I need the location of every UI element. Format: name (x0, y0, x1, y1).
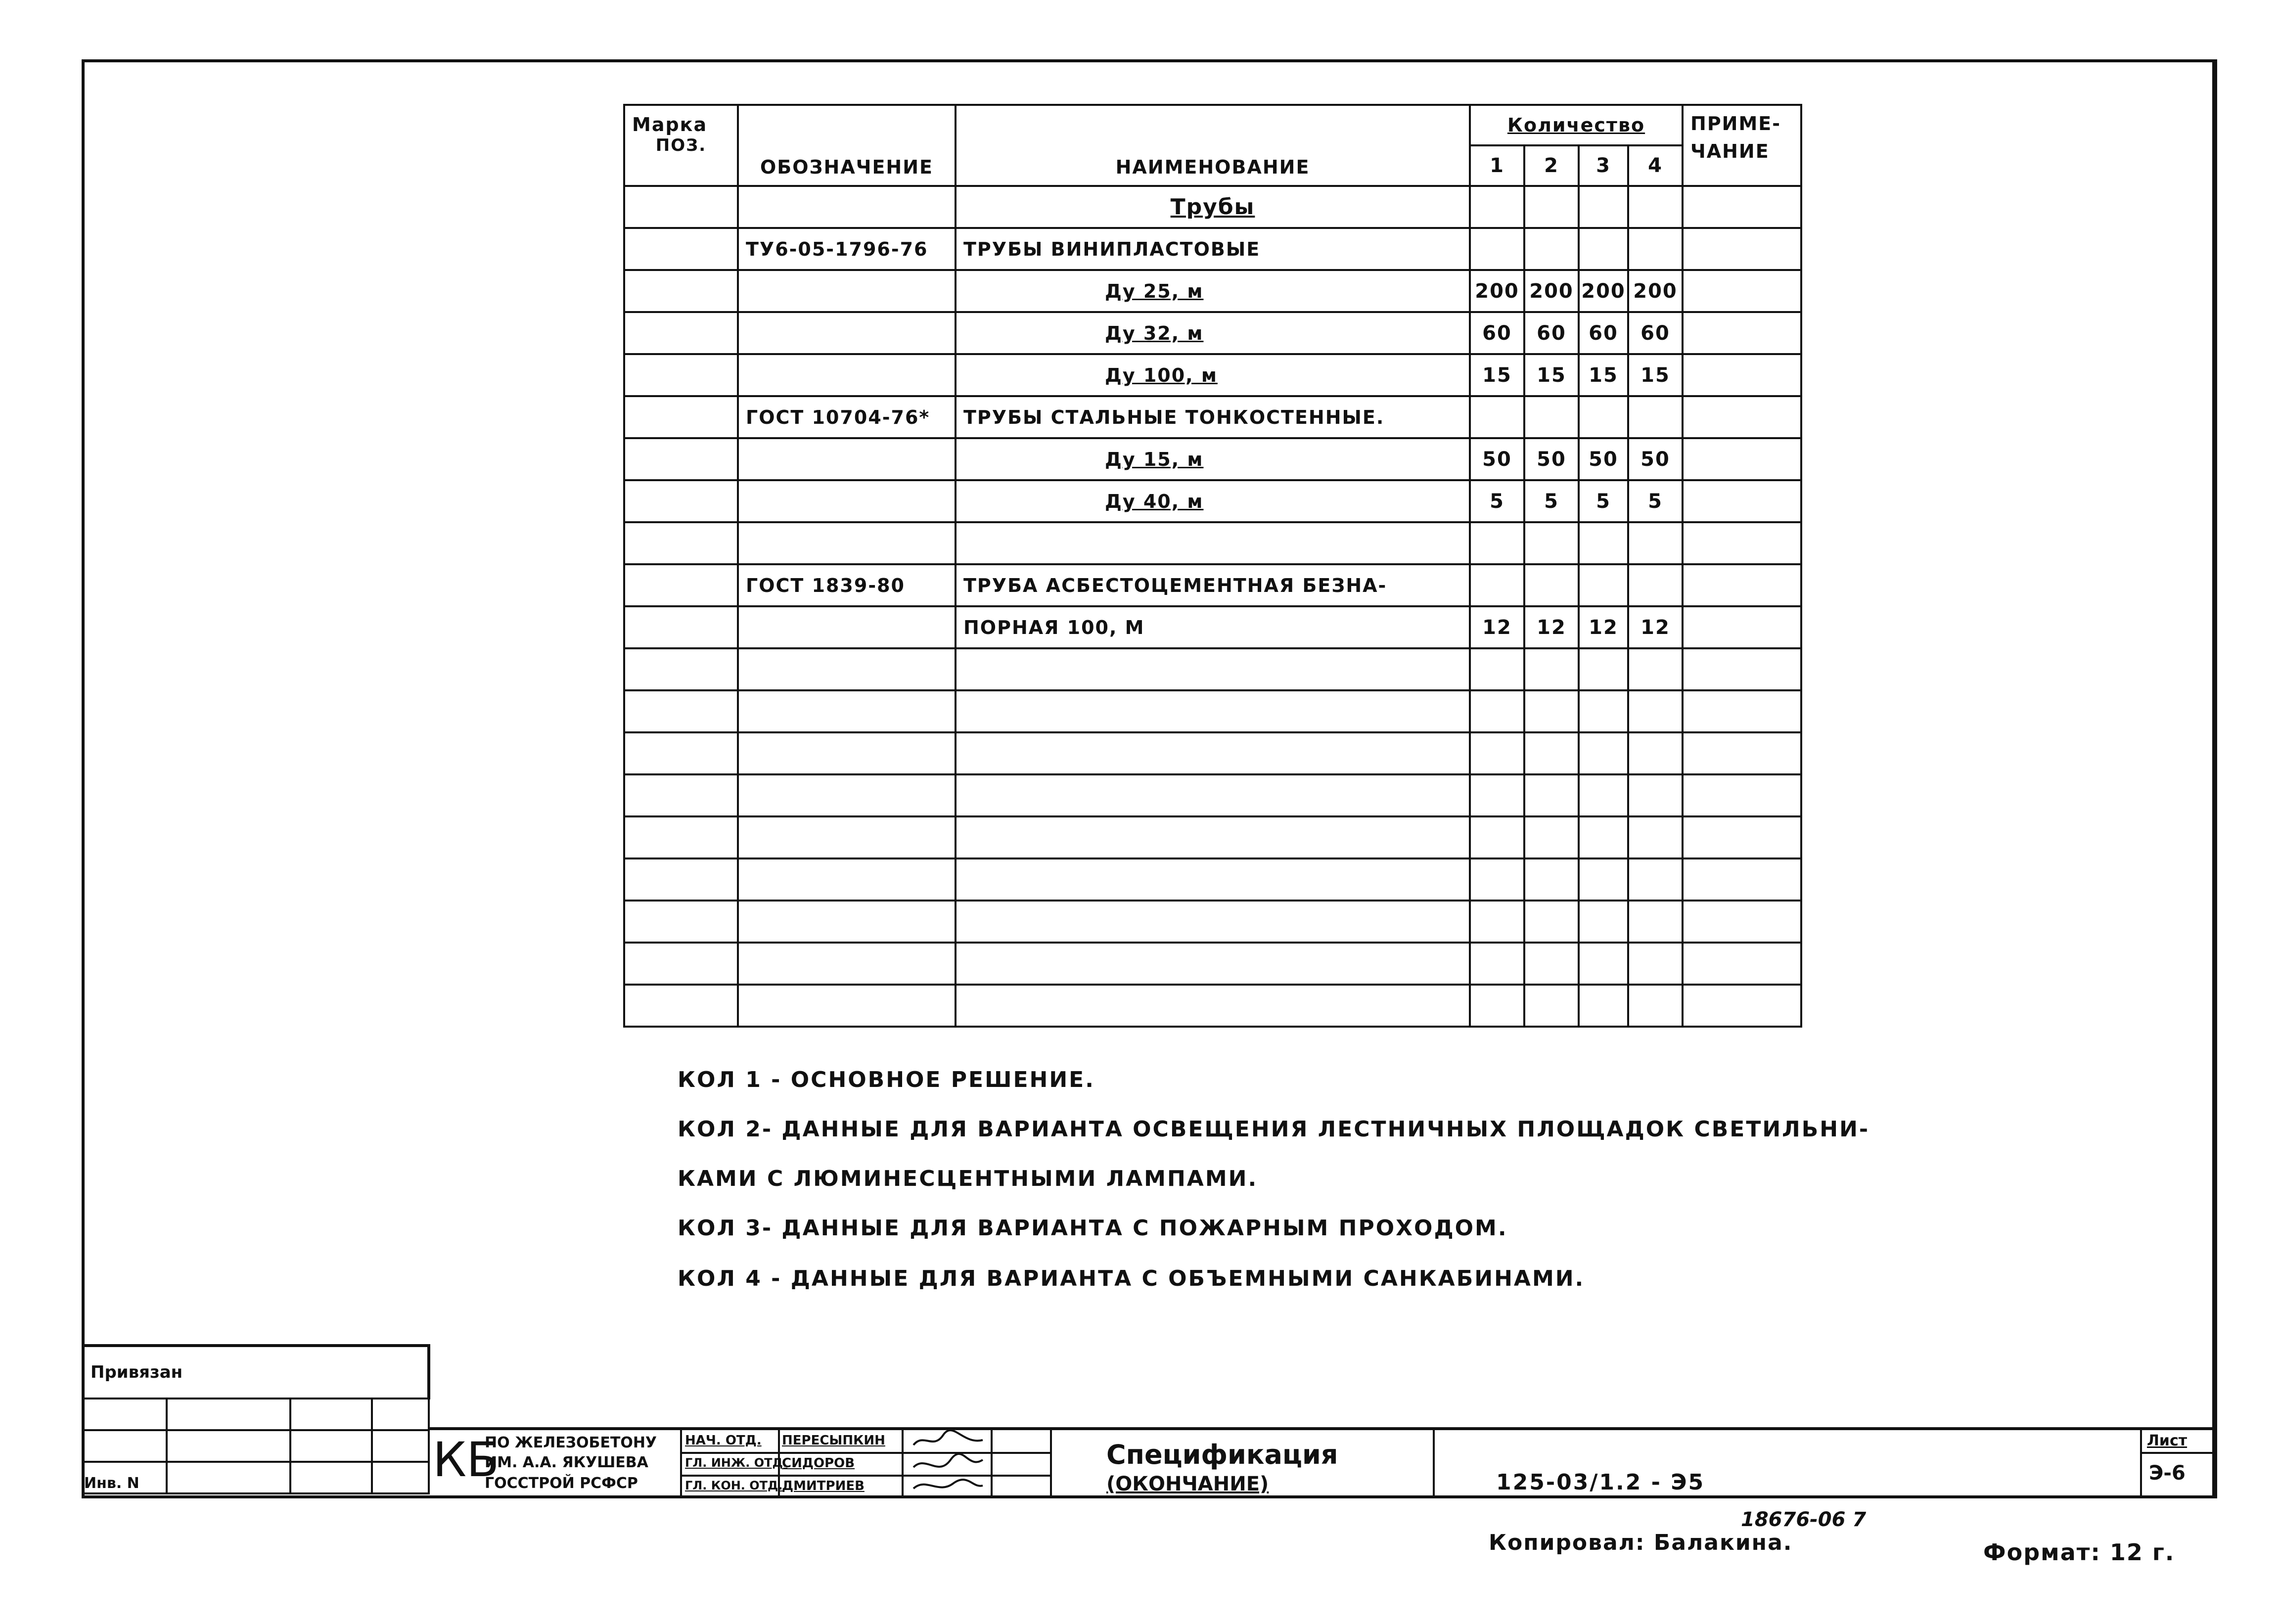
row-mark (624, 606, 738, 648)
row-name (956, 522, 1470, 564)
row-mark (624, 943, 738, 985)
row-qty-3: 60 (1579, 312, 1628, 354)
org-letters: КБ (433, 1432, 500, 1488)
row-qty-4 (1628, 564, 1683, 606)
row-qty-1 (1470, 648, 1524, 690)
row-mark (624, 985, 738, 1027)
row-name: Ду 100, м (956, 354, 1470, 396)
row-mark (624, 648, 738, 690)
col-designation-header: ОБОЗНАЧЕНИЕ (738, 105, 956, 186)
organization-cell (428, 1430, 682, 1498)
sheet-number: Э-6 (2149, 1462, 2186, 1485)
row-qty-4 (1628, 732, 1683, 774)
row-qty-3: 200 (1579, 270, 1628, 312)
row-qty-3 (1579, 774, 1628, 816)
row-qty-1: 15 (1470, 354, 1524, 396)
row-qty-2 (1524, 732, 1579, 774)
row-qty-4 (1628, 228, 1683, 270)
row-qty-2: 200 (1524, 270, 1579, 312)
row-qty-3 (1579, 816, 1628, 858)
row-name (956, 648, 1470, 690)
binding-title (83, 1346, 429, 1398)
row-name: ПОРНАЯ 100, М (956, 606, 1470, 648)
row-name: Ду 40, м (956, 480, 1470, 522)
note-2-cont: КАМИ С ЛЮМИНЕСЦЕНТНЫМИ ЛАМПАМИ. (678, 1166, 1258, 1191)
row-remark (1683, 816, 1801, 858)
role-chief-engineer: ГЛ. ИНЖ. ОТД. (685, 1456, 787, 1470)
row-qty-3 (1579, 690, 1628, 732)
row-designation (738, 438, 956, 480)
row-designation (738, 480, 956, 522)
document-title: Спецификация (1106, 1439, 1338, 1470)
row-mark (624, 774, 738, 816)
row-qty-2 (1524, 564, 1579, 606)
row-remark (1683, 690, 1801, 732)
row-qty-2 (1524, 816, 1579, 858)
row-name (956, 774, 1470, 816)
row-mark (624, 186, 738, 228)
privyazan-label: Привязан (91, 1362, 183, 1382)
row-remark (1683, 522, 1801, 564)
row-qty-2 (1524, 522, 1579, 564)
row-name: Ду 15, м (956, 438, 1470, 480)
spec-row (624, 816, 1801, 858)
qty-col-2-header: 2 (1524, 145, 1579, 186)
row-mark (624, 901, 738, 943)
row-remark (1683, 270, 1801, 312)
row-qty-4 (1628, 186, 1683, 228)
row-qty-4 (1628, 774, 1683, 816)
row-qty-4 (1628, 985, 1683, 1027)
row-name (956, 816, 1470, 858)
document-code: 125-03/1.2 - Э5 (1496, 1470, 1705, 1495)
row-qty-4: 60 (1628, 312, 1683, 354)
row-qty-4 (1628, 396, 1683, 438)
row-name (956, 943, 1470, 985)
row-qty-2 (1524, 690, 1579, 732)
row-qty-3 (1579, 564, 1628, 606)
spec-row (624, 943, 1801, 985)
inventory-label: Инв. N (84, 1475, 139, 1492)
row-qty-4: 12 (1628, 606, 1683, 648)
row-qty-1 (1470, 396, 1524, 438)
header-poz: ПОЗ. (655, 135, 707, 155)
qty-col-1-header: 1 (1470, 145, 1524, 186)
row-designation (738, 522, 956, 564)
row-qty-4: 50 (1628, 438, 1683, 480)
note-4: КОЛ 4 - ДАННЫЕ ДЛЯ ВАРИАНТА С ОБЪЕМНЫМИ САНКАБИНАМИ. (678, 1266, 1585, 1291)
spec-row (624, 564, 1801, 606)
spec-row (624, 774, 1801, 816)
document-title-cell (1050, 1430, 1435, 1498)
row-qty-2: 50 (1524, 438, 1579, 480)
spec-row (624, 690, 1801, 732)
row-designation: ГОСТ 1839-80 (738, 564, 956, 606)
qty-col-3-header: 3 (1579, 145, 1628, 186)
row-designation (738, 858, 956, 901)
row-qty-4 (1628, 522, 1683, 564)
row-qty-3 (1579, 732, 1628, 774)
row-designation (738, 648, 956, 690)
row-qty-1: 200 (1470, 270, 1524, 312)
row-qty-4 (1628, 648, 1683, 690)
row-qty-4 (1628, 816, 1683, 858)
row-name: ТРУБЫ СТАЛЬНЫЕ ТОНКОСТЕННЫЕ. (956, 396, 1470, 438)
row-mark (624, 690, 738, 732)
row-remark (1683, 858, 1801, 901)
spec-row (624, 480, 1801, 522)
row-qty-3: 50 (1579, 438, 1628, 480)
spec-row (624, 438, 1801, 480)
row-mark (624, 522, 738, 564)
row-qty-1 (1470, 186, 1524, 228)
row-mark (624, 564, 738, 606)
role-head-dept: НАЧ. ОТД. (685, 1433, 762, 1448)
row-designation (738, 985, 956, 1027)
row-qty-2 (1524, 901, 1579, 943)
row-name: ТРУБЫ ВИНИПЛАСТОВЫЕ (956, 228, 1470, 270)
row-qty-1: 60 (1470, 312, 1524, 354)
row-qty-3 (1579, 228, 1628, 270)
row-qty-1 (1470, 690, 1524, 732)
row-remark (1683, 186, 1801, 228)
sheet-label: Лист (2147, 1432, 2187, 1449)
spec-row (624, 228, 1801, 270)
row-designation (738, 606, 956, 648)
row-qty-3: 12 (1579, 606, 1628, 648)
row-qty-2 (1524, 943, 1579, 985)
row-designation (738, 270, 956, 312)
row-mark (624, 438, 738, 480)
row-qty-2 (1524, 648, 1579, 690)
row-mark (624, 354, 738, 396)
row-qty-1 (1470, 943, 1524, 985)
row-qty-2: 15 (1524, 354, 1579, 396)
row-qty-4 (1628, 858, 1683, 901)
row-remark (1683, 396, 1801, 438)
name-3: ДМИТРИЕВ (782, 1479, 865, 1493)
row-designation (738, 901, 956, 943)
note-3: КОЛ 3- ДАННЫЕ ДЛЯ ВАРИАНТА С ПОЖАРНЫМ ПРОХОДОМ. (678, 1216, 1508, 1241)
row-mark (624, 228, 738, 270)
row-designation (738, 943, 956, 985)
org-line-3: ГОССТРОЙ РСФСР (485, 1475, 638, 1492)
row-qty-3 (1579, 858, 1628, 901)
row-qty-1 (1470, 228, 1524, 270)
row-qty-2 (1524, 774, 1579, 816)
spec-row (624, 396, 1801, 438)
row-qty-2: 12 (1524, 606, 1579, 648)
row-qty-2 (1524, 186, 1579, 228)
row-qty-3 (1579, 186, 1628, 228)
row-mark (624, 396, 738, 438)
sheet-format: Формат: 12 г. (1983, 1539, 2175, 1566)
row-remark (1683, 943, 1801, 985)
row-designation: ТУ6-05-1796-76 (738, 228, 956, 270)
name-2: СИДОРОВ (782, 1456, 855, 1471)
row-mark (624, 270, 738, 312)
row-qty-4: 200 (1628, 270, 1683, 312)
row-qty-1 (1470, 858, 1524, 901)
row-designation (738, 312, 956, 354)
row-designation (738, 816, 956, 858)
row-qty-1: 50 (1470, 438, 1524, 480)
row-qty-3: 15 (1579, 354, 1628, 396)
row-qty-4: 15 (1628, 354, 1683, 396)
row-designation (738, 774, 956, 816)
row-qty-1 (1470, 564, 1524, 606)
row-qty-1 (1470, 816, 1524, 858)
row-remark (1683, 648, 1801, 690)
name-1: ПЕРЕСЫПКИН (782, 1433, 885, 1448)
row-remark (1683, 774, 1801, 816)
row-name (956, 985, 1470, 1027)
row-remark (1683, 228, 1801, 270)
row-qty-1 (1470, 522, 1524, 564)
row-designation (738, 690, 956, 732)
row-qty-3 (1579, 648, 1628, 690)
row-qty-2 (1524, 396, 1579, 438)
spec-row (624, 522, 1801, 564)
row-designation (738, 354, 956, 396)
row-qty-2: 60 (1524, 312, 1579, 354)
spec-row (624, 606, 1801, 648)
row-qty-4 (1628, 943, 1683, 985)
row-qty-4 (1628, 690, 1683, 732)
row-name (956, 690, 1470, 732)
spec-row (624, 732, 1801, 774)
header-marka: Марка (632, 114, 708, 135)
spec-row (624, 985, 1801, 1027)
row-qty-4: 5 (1628, 480, 1683, 522)
spec-row (624, 858, 1801, 901)
row-remark (1683, 606, 1801, 648)
row-qty-3 (1579, 985, 1628, 1027)
document-subtitle: (ОКОНЧАНИЕ) (1106, 1473, 1269, 1495)
row-remark (1683, 564, 1801, 606)
row-qty-2 (1524, 985, 1579, 1027)
row-name (956, 858, 1470, 901)
binding-block (82, 1344, 430, 1494)
col-name-header: НАИМЕНОВАНИЕ (956, 105, 1470, 186)
col-marka-header (624, 105, 738, 186)
org-line-1: ПО ЖЕЛЕЗОБЕТОНУ (485, 1434, 657, 1451)
row-name: Трубы (956, 186, 1470, 228)
row-name (956, 901, 1470, 943)
note-2: КОЛ 2- ДАННЫЕ ДЛЯ ВАРИАНТА ОСВЕЩЕНИЯ ЛЕСТНИЧНЫХ ПЛОЩАДОК СВЕТИЛЬНИ- (678, 1117, 1870, 1142)
row-designation: ГОСТ 10704-76* (738, 396, 956, 438)
row-designation (738, 186, 956, 228)
row-name: Ду 32, м (956, 312, 1470, 354)
title-block (428, 1427, 2217, 1498)
col-remark-header (1683, 105, 1801, 186)
row-qty-1 (1470, 901, 1524, 943)
spec-row (624, 270, 1801, 312)
org-line-2: ИМ. А.А. ЯКУШЕВА (485, 1454, 648, 1471)
row-remark (1683, 732, 1801, 774)
sheet-cell (2140, 1430, 2214, 1498)
row-qty-3 (1579, 522, 1628, 564)
row-qty-2 (1524, 228, 1579, 270)
row-designation (738, 732, 956, 774)
header-prime: ПРИМЕ- (1690, 113, 1781, 135)
row-mark (624, 480, 738, 522)
spec-row (624, 312, 1801, 354)
row-mark (624, 312, 738, 354)
row-remark (1683, 901, 1801, 943)
row-remark (1683, 354, 1801, 396)
row-qty-3 (1579, 943, 1628, 985)
row-mark (624, 816, 738, 858)
spec-row (624, 354, 1801, 396)
spec-row (624, 901, 1801, 943)
row-qty-1: 5 (1470, 480, 1524, 522)
row-remark (1683, 312, 1801, 354)
row-qty-3: 5 (1579, 480, 1628, 522)
signatures (904, 1430, 988, 1498)
row-qty-1 (1470, 732, 1524, 774)
qty-col-4-header: 4 (1628, 145, 1683, 186)
row-remark (1683, 438, 1801, 480)
row-qty-1: 12 (1470, 606, 1524, 648)
note-1: КОЛ 1 - ОСНОВНОЕ РЕШЕНИЕ. (678, 1067, 1095, 1092)
row-mark (624, 732, 738, 774)
archive-number: 18676-06 7 (1741, 1508, 1867, 1531)
copied-by: Копировал: Балакина. (1489, 1530, 1793, 1555)
role-chief-designer: ГЛ. КОН. ОТД. (685, 1479, 783, 1492)
row-qty-1 (1470, 985, 1524, 1027)
spec-row (624, 186, 1801, 228)
row-remark (1683, 480, 1801, 522)
row-name: ТРУБА АСБЕСТОЦЕМЕНТНАЯ БЕЗНА- (956, 564, 1470, 606)
header-chanie: ЧАНИЕ (1690, 140, 1770, 162)
row-qty-1 (1470, 774, 1524, 816)
col-quantity-header: Количество (1470, 105, 1683, 145)
row-qty-2: 5 (1524, 480, 1579, 522)
row-remark (1683, 985, 1801, 1027)
row-qty-3 (1579, 901, 1628, 943)
row-qty-4 (1628, 901, 1683, 943)
specification-table (623, 104, 1802, 1028)
spec-row (624, 648, 1801, 690)
row-qty-3 (1579, 396, 1628, 438)
row-qty-2 (1524, 858, 1579, 901)
row-name (956, 732, 1470, 774)
row-mark (624, 858, 738, 901)
row-name: Ду 25, м (956, 270, 1470, 312)
